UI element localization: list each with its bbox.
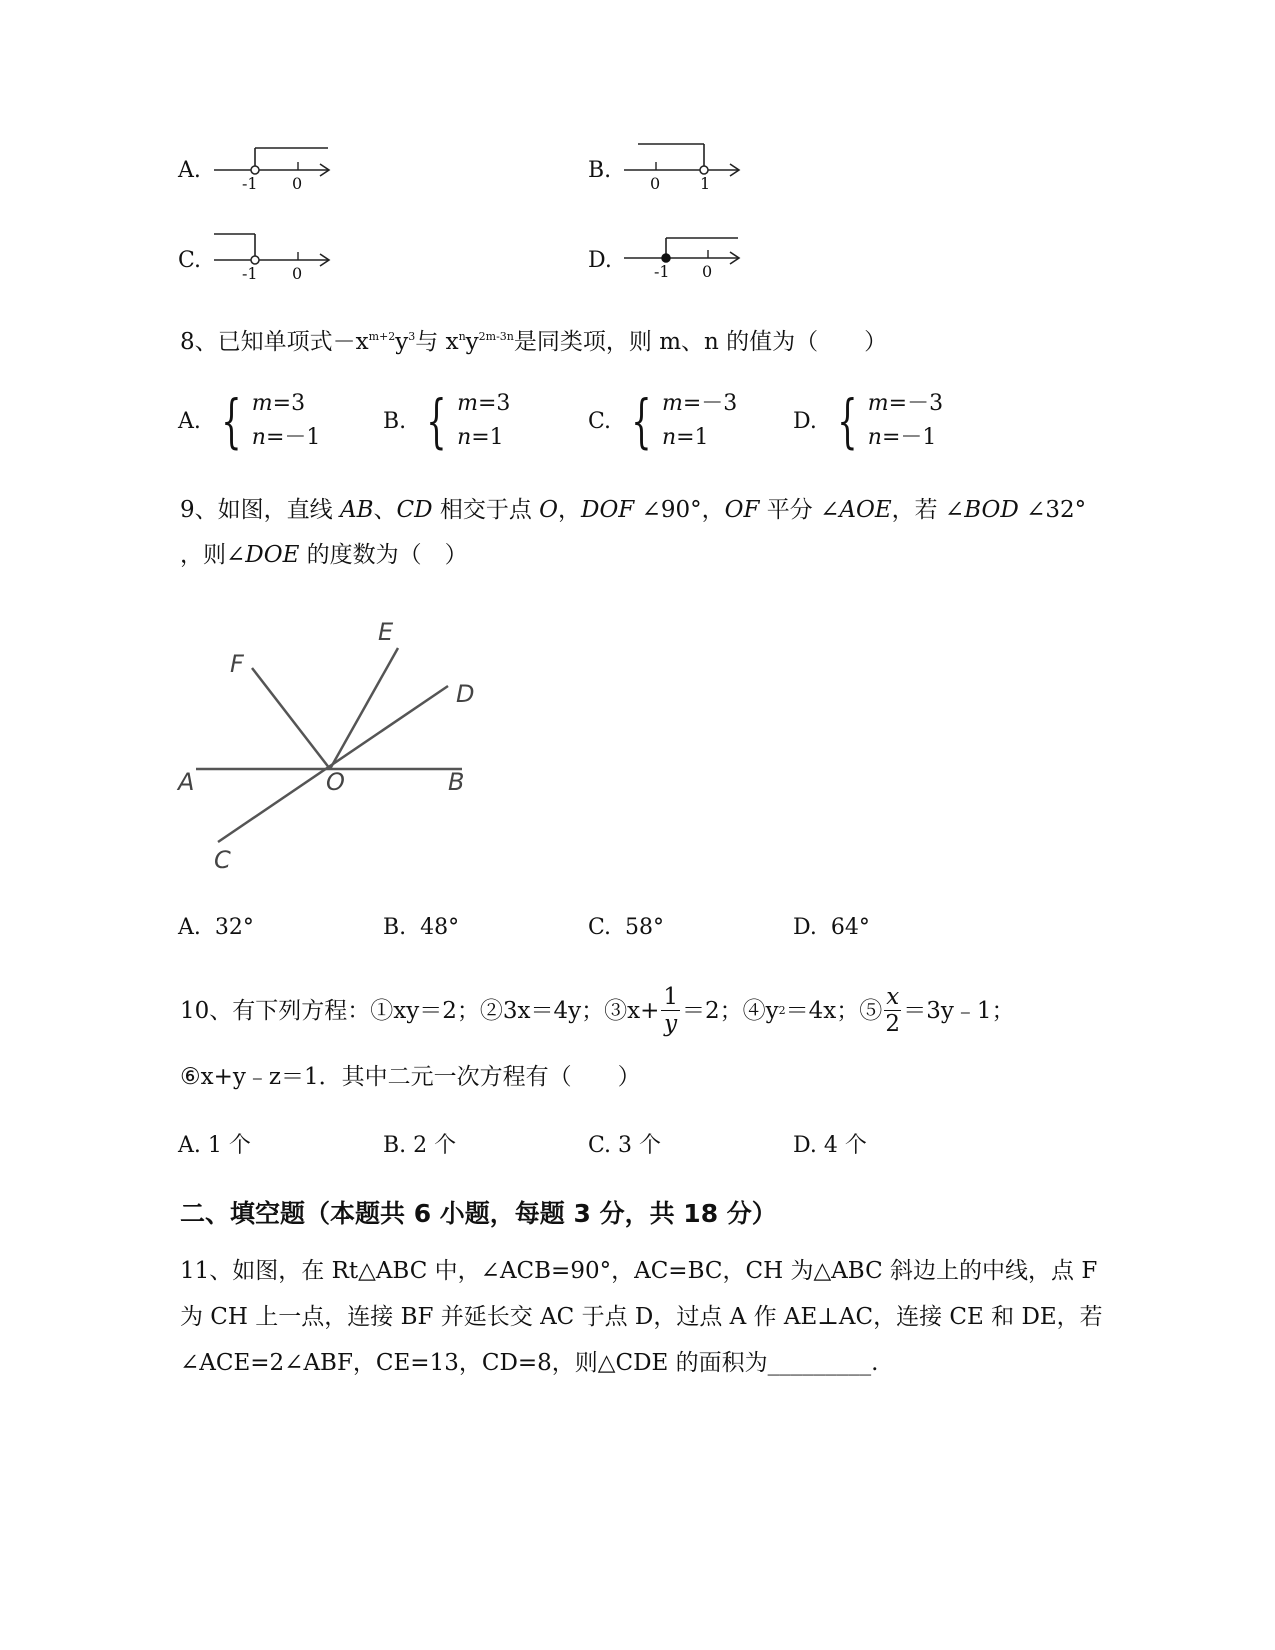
q9-option-d — [793, 915, 870, 940]
option-label: D. — [793, 915, 817, 940]
option-label: A. — [178, 1133, 201, 1158]
var: m — [661, 391, 683, 416]
option-value: 32° — [214, 915, 254, 940]
q8-option-c — [588, 387, 737, 455]
q9-option-b — [383, 915, 459, 940]
val: =－1 — [265, 425, 321, 450]
tick-label: 1 — [700, 174, 711, 193]
text: ，则 — [180, 542, 226, 568]
var: n — [867, 425, 882, 450]
numerator: 1 — [663, 984, 678, 1010]
q10-stem-line1 — [180, 984, 1014, 1037]
brace: { — [631, 387, 652, 455]
tick-label: -1 — [654, 262, 670, 281]
q8-stem-text: y — [395, 329, 409, 355]
text: 平分 — [759, 497, 821, 523]
text: CD — [396, 497, 433, 523]
option-label: A. — [178, 408, 201, 434]
var: m — [457, 391, 478, 416]
text: ∠AOE — [820, 497, 892, 523]
text: ∠90°， — [634, 497, 725, 523]
option-value: 1 个 — [207, 1133, 251, 1158]
text: O — [539, 497, 558, 523]
option-label: B. — [383, 408, 407, 434]
exponent: 2 — [778, 1003, 786, 1017]
tick-label: 0 — [292, 174, 303, 193]
tick-label: -1 — [242, 264, 258, 283]
option-label: D. — [793, 408, 817, 434]
var: m — [251, 391, 273, 416]
q8-option-d — [793, 387, 943, 455]
q8-stem-text: 8、已知单项式－x — [180, 329, 369, 355]
q10-option-b — [383, 1128, 456, 1159]
text: ＝4x；⑤ — [785, 997, 883, 1024]
text: DOF — [581, 497, 635, 523]
q10-option-d — [793, 1128, 867, 1159]
numerator: x — [886, 984, 900, 1010]
brace: { — [426, 387, 447, 455]
option-label: D. — [793, 1133, 817, 1158]
exponent: m+2 — [368, 330, 396, 343]
q10-stem-line2: ⑥x+y﹣z＝1．其中二元一次方程有（ ） — [180, 1064, 641, 1090]
text: 10、有下列方程：①xy＝2；②3x＝4y；③x+ — [180, 997, 660, 1024]
q7-option-c-label: C. — [178, 248, 202, 273]
val: =－1 — [881, 425, 937, 450]
ray-oe — [330, 648, 398, 769]
val: =－3 — [888, 391, 944, 416]
option-label: C. — [588, 915, 612, 940]
text: ＝3y﹣1； — [903, 997, 1015, 1024]
text: 9、如图，直线 — [180, 497, 340, 523]
q7-option-b-number-line — [622, 140, 744, 196]
text: 相交于点 — [432, 497, 540, 523]
text: OF — [724, 497, 760, 523]
exponent: n — [458, 330, 466, 343]
equation-system — [252, 387, 321, 455]
q8-stem — [180, 322, 887, 357]
var: n — [661, 425, 677, 450]
q10-option-c — [588, 1128, 661, 1159]
text: ，若 — [891, 497, 945, 523]
brace: { — [221, 387, 242, 455]
label-c: C — [214, 846, 231, 874]
q7-option-c-number-line — [212, 230, 334, 286]
fraction-x-over-2 — [884, 984, 901, 1037]
tick-label: 0 — [292, 264, 303, 283]
val: =1 — [676, 425, 709, 450]
q11-line1: 11、如图，在 Rt△ABC 中，∠ACB=90°，AC=BC，CH 为△ABC 斜边上的中线，点 F — [180, 1258, 1098, 1284]
equation-system — [662, 387, 737, 455]
q8-option-b — [383, 387, 510, 455]
option-label: C. — [588, 408, 612, 434]
q10-option-a — [178, 1128, 251, 1159]
label-f: F — [230, 650, 244, 678]
label-d: D — [456, 680, 475, 708]
q7-option-a-label: A. — [178, 158, 201, 183]
q7-option-d-number-line — [622, 230, 744, 286]
q8-stem-text: 与 x — [415, 329, 459, 355]
tick-label: 0 — [650, 174, 661, 193]
text: ∠32° — [1018, 497, 1087, 523]
q7-option-d-label: D. — [588, 248, 612, 273]
text: ∠BOD — [944, 497, 1019, 523]
equation-system — [868, 387, 943, 455]
option-label: B. — [383, 915, 407, 940]
text: AB — [339, 497, 374, 523]
q8-option-a — [178, 387, 320, 455]
var: m — [867, 391, 889, 416]
text: 的度数为（ ） — [299, 542, 468, 568]
exponent: 2m-3n — [478, 330, 514, 343]
text: 、 — [373, 497, 397, 523]
val: =1 — [471, 425, 504, 450]
option-value: 64° — [830, 915, 870, 940]
option-value: 4 个 — [823, 1133, 867, 1158]
q11-line3: ∠ACE=2∠ABF，CE=13，CD=8，则△CDE 的面积为_________. — [180, 1350, 879, 1376]
var: n — [457, 425, 472, 450]
option-label: B. — [383, 1133, 407, 1158]
ray-of — [252, 668, 330, 769]
exponent: 3 — [408, 330, 416, 343]
q9-stem-line2 — [180, 540, 468, 570]
q8-stem-text: 是同类项，则 m、n 的值为（ ） — [513, 329, 888, 355]
text: ， — [558, 497, 581, 523]
option-label: C. — [588, 1133, 612, 1158]
q11-line2: 为 CH 上一点，连接 BF 并延长交 AC 于点 D，过点 A 作 AE⊥AC，连接 CE 和 DE，若 — [180, 1304, 1103, 1330]
q9-option-c — [588, 915, 664, 940]
option-label: A. — [178, 915, 201, 940]
label-a: A — [178, 768, 195, 796]
fraction-1-over-y — [661, 984, 680, 1037]
equation-system — [457, 387, 510, 455]
option-value: 3 个 — [618, 1133, 662, 1158]
text: ∠DOE — [226, 542, 300, 568]
label-o: O — [326, 768, 345, 796]
tick-label: -1 — [242, 174, 258, 193]
q9-figure — [170, 610, 500, 880]
tick-label: 0 — [702, 262, 713, 281]
q9-option-a — [178, 915, 254, 940]
text: ＝2；④y — [681, 997, 779, 1024]
brace: { — [837, 387, 858, 455]
q8-stem-text: y — [465, 329, 479, 355]
q7-option-a-number-line — [212, 140, 334, 196]
option-value: 48° — [420, 915, 460, 940]
label-e: E — [378, 618, 394, 646]
val: =－3 — [682, 391, 738, 416]
denominator: y — [664, 1011, 678, 1037]
option-value: 2 个 — [413, 1133, 457, 1158]
option-value: 58° — [625, 915, 665, 940]
q9-stem-line1 — [180, 495, 1086, 525]
val: =3 — [272, 391, 306, 416]
section-heading: 二、填空题（本题共 6 小题，每题 3 分，共 18 分） — [180, 1199, 777, 1228]
label-b: B — [448, 768, 465, 796]
q7-option-b-label: B. — [588, 158, 612, 183]
val: =3 — [477, 391, 511, 416]
denominator: 2 — [885, 1011, 901, 1037]
var: n — [251, 425, 266, 450]
